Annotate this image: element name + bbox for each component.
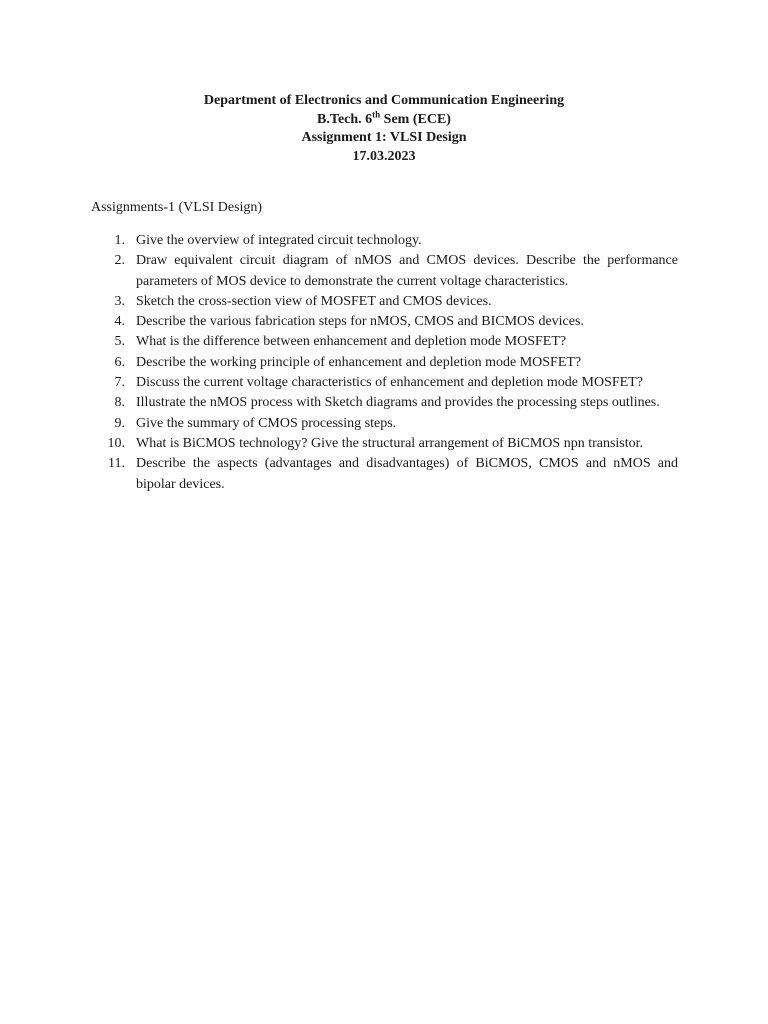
- question-text: What is BiCMOS technology? Give the structural arrangement of BiCMOS npn transistor.: [136, 435, 644, 451]
- question-number: 10.: [107, 435, 125, 451]
- program-suffix: Sem (ECE): [380, 111, 451, 127]
- question-item: [91, 393, 678, 413]
- assignment-date: 17.03.2023: [352, 148, 416, 164]
- program-line: [0, 108, 768, 130]
- assignment-intro: Assignments-1 (VLSI Design): [91, 200, 263, 215]
- program-superscript: th: [372, 108, 381, 119]
- question-number: 6.: [114, 354, 125, 370]
- question-text: Describe the working principle of enhancement and depletion mode MOSFET?: [136, 354, 582, 370]
- question-item: [91, 292, 678, 312]
- question-number: 5.: [114, 334, 125, 350]
- question-item: [91, 373, 678, 393]
- question-text: Illustrate the nMOS process with Sketch diagrams and provides the processing steps outlines.: [136, 395, 660, 411]
- question-text: Draw equivalent circuit diagram of nMOS and CMOS devices. Describe the performance parameters of MOS device to demonstrate the current voltage characteristics.: [136, 253, 678, 289]
- question-item: [91, 332, 678, 352]
- question-item: [91, 434, 678, 454]
- question-number: 4.: [114, 314, 125, 330]
- assignment-title: Assignment 1: VLSI Design: [301, 130, 467, 145]
- question-number: 11.: [108, 456, 125, 472]
- department-name: Department of Electronics and Communication Engineering: [203, 93, 565, 108]
- question-number: 8.: [114, 395, 125, 411]
- question-text: Discuss the current voltage characteristics of enhancement and depletion mode MOSFET?: [136, 375, 643, 391]
- question-number: 7.: [114, 375, 125, 391]
- question-item: [91, 414, 678, 434]
- question-item: [91, 454, 678, 495]
- question-number: 1.: [114, 233, 125, 248]
- question-item: [91, 251, 678, 292]
- question-number: 3.: [114, 293, 125, 309]
- question-text: Sketch the cross-section view of MOSFET and CMOS devices.: [136, 293, 492, 309]
- question-list: [91, 231, 678, 495]
- question-text: Give the summary of CMOS processing steps.: [136, 415, 397, 431]
- question-text: Give the overview of integrated circuit technology.: [136, 233, 422, 248]
- question-item: [91, 353, 678, 373]
- question-text: Describe the various fabrication steps for nMOS, CMOS and BICMOS devices.: [136, 314, 584, 330]
- program-prefix: B.Tech. 6: [317, 111, 373, 127]
- document-header: [0, 92, 768, 166]
- question-text: Describe the aspects (advantages and disadvantages) of BiCMOS, CMOS and nMOS and bipolar devices.: [136, 456, 678, 492]
- question-item: [91, 312, 678, 332]
- question-item: [91, 231, 678, 251]
- question-number: 2.: [114, 253, 125, 269]
- question-number: 9.: [114, 415, 125, 431]
- question-text: What is the difference between enhancement and depletion mode MOSFET?: [136, 334, 567, 350]
